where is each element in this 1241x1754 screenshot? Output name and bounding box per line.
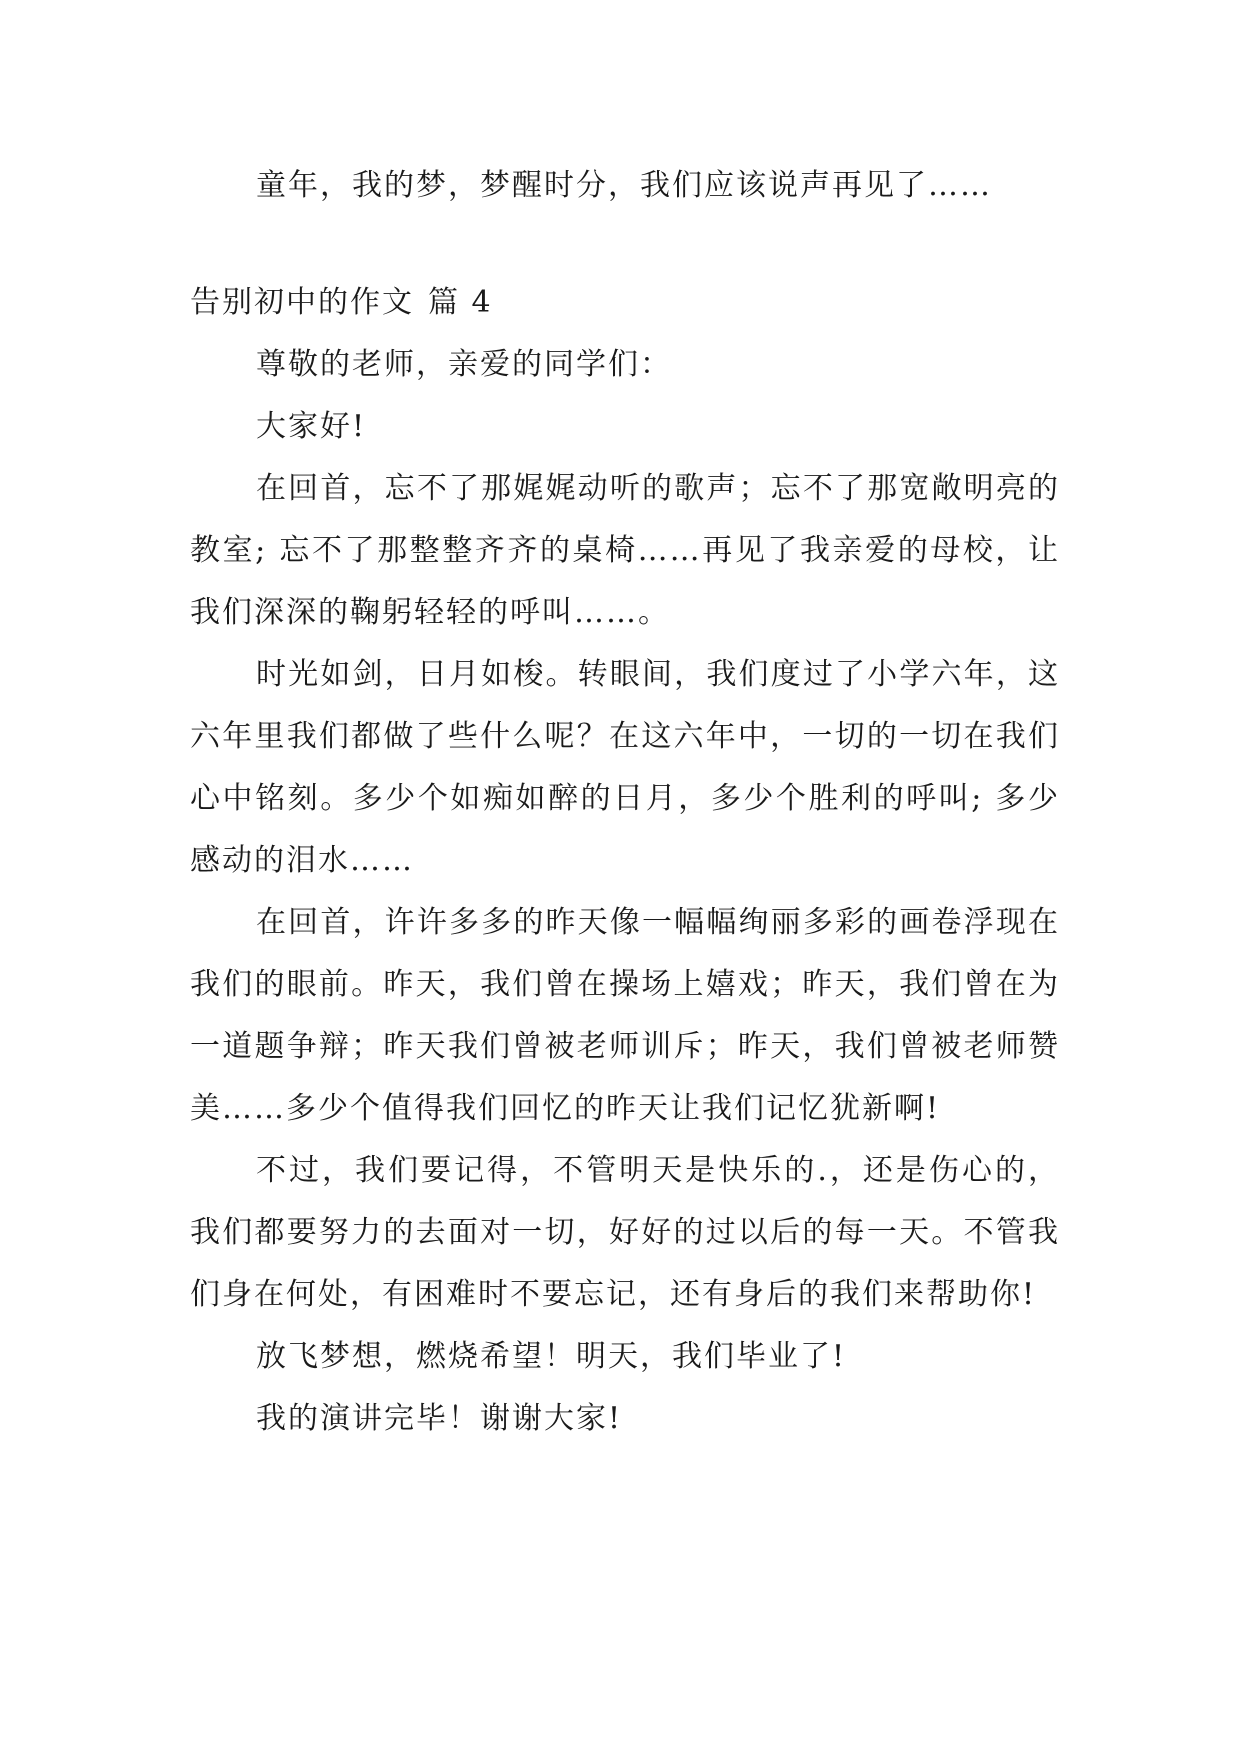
heading-number: 篇 4 — [428, 285, 493, 320]
section-heading — [190, 272, 1060, 334]
paragraph-yesterdays: 在回首，许许多多的昨天像一幅幅绚丽多彩的画卷浮现在我们的眼前。昨天，我们曾在操场上嬉戏；昨天，我们曾在为一道题争辩；昨天我们曾被老师训斥；昨天，我们曾被老师赞美……多少个值得我们回忆的昨天让我们记忆犹新啊! — [190, 905, 1060, 1126]
heading-title: 告别初中的作文 — [190, 285, 414, 320]
paragraph-six-years: 时光如剑，日月如梭。转眼间，我们度过了小学六年，这六年里我们都做了些什么呢？在这六年中，一切的一切在我们心中铭刻。多少个如痴如醉的日月，多少个胜利的呼叫; 多少感动的泪水…… — [190, 657, 1060, 878]
intro-section — [190, 155, 1060, 217]
intro-paragraph: 童年，我的梦，梦醒时分，我们应该说声再见了…… — [256, 168, 992, 203]
paragraph-memories: 在回首，忘不了那娓娓动听的歌声；忘不了那宽敞明亮的教室; 忘不了那整整齐齐的桌椅……再见了我亲爱的母校，让我们深深的鞠躬轻轻的呼叫……。 — [190, 471, 1060, 630]
paragraph-salutation: 尊敬的老师，亲爱的同学们： — [256, 347, 672, 382]
paragraph-dreams: 放飞梦想，燃烧希望！明天，我们毕业了! — [256, 1339, 847, 1374]
paragraph-closing: 我的演讲完毕！谢谢大家! — [256, 1401, 623, 1436]
speech-body — [190, 334, 1060, 1450]
paragraph-future: 不过，我们要记得，不管明天是快乐的.，还是伤心的，我们都要努力的去面对一切，好好的过以后的每一天。不管我们身在何处，有困难时不要忘记，还有身后的我们来帮助你! — [190, 1153, 1060, 1312]
paragraph-greeting: 大家好! — [256, 409, 367, 444]
